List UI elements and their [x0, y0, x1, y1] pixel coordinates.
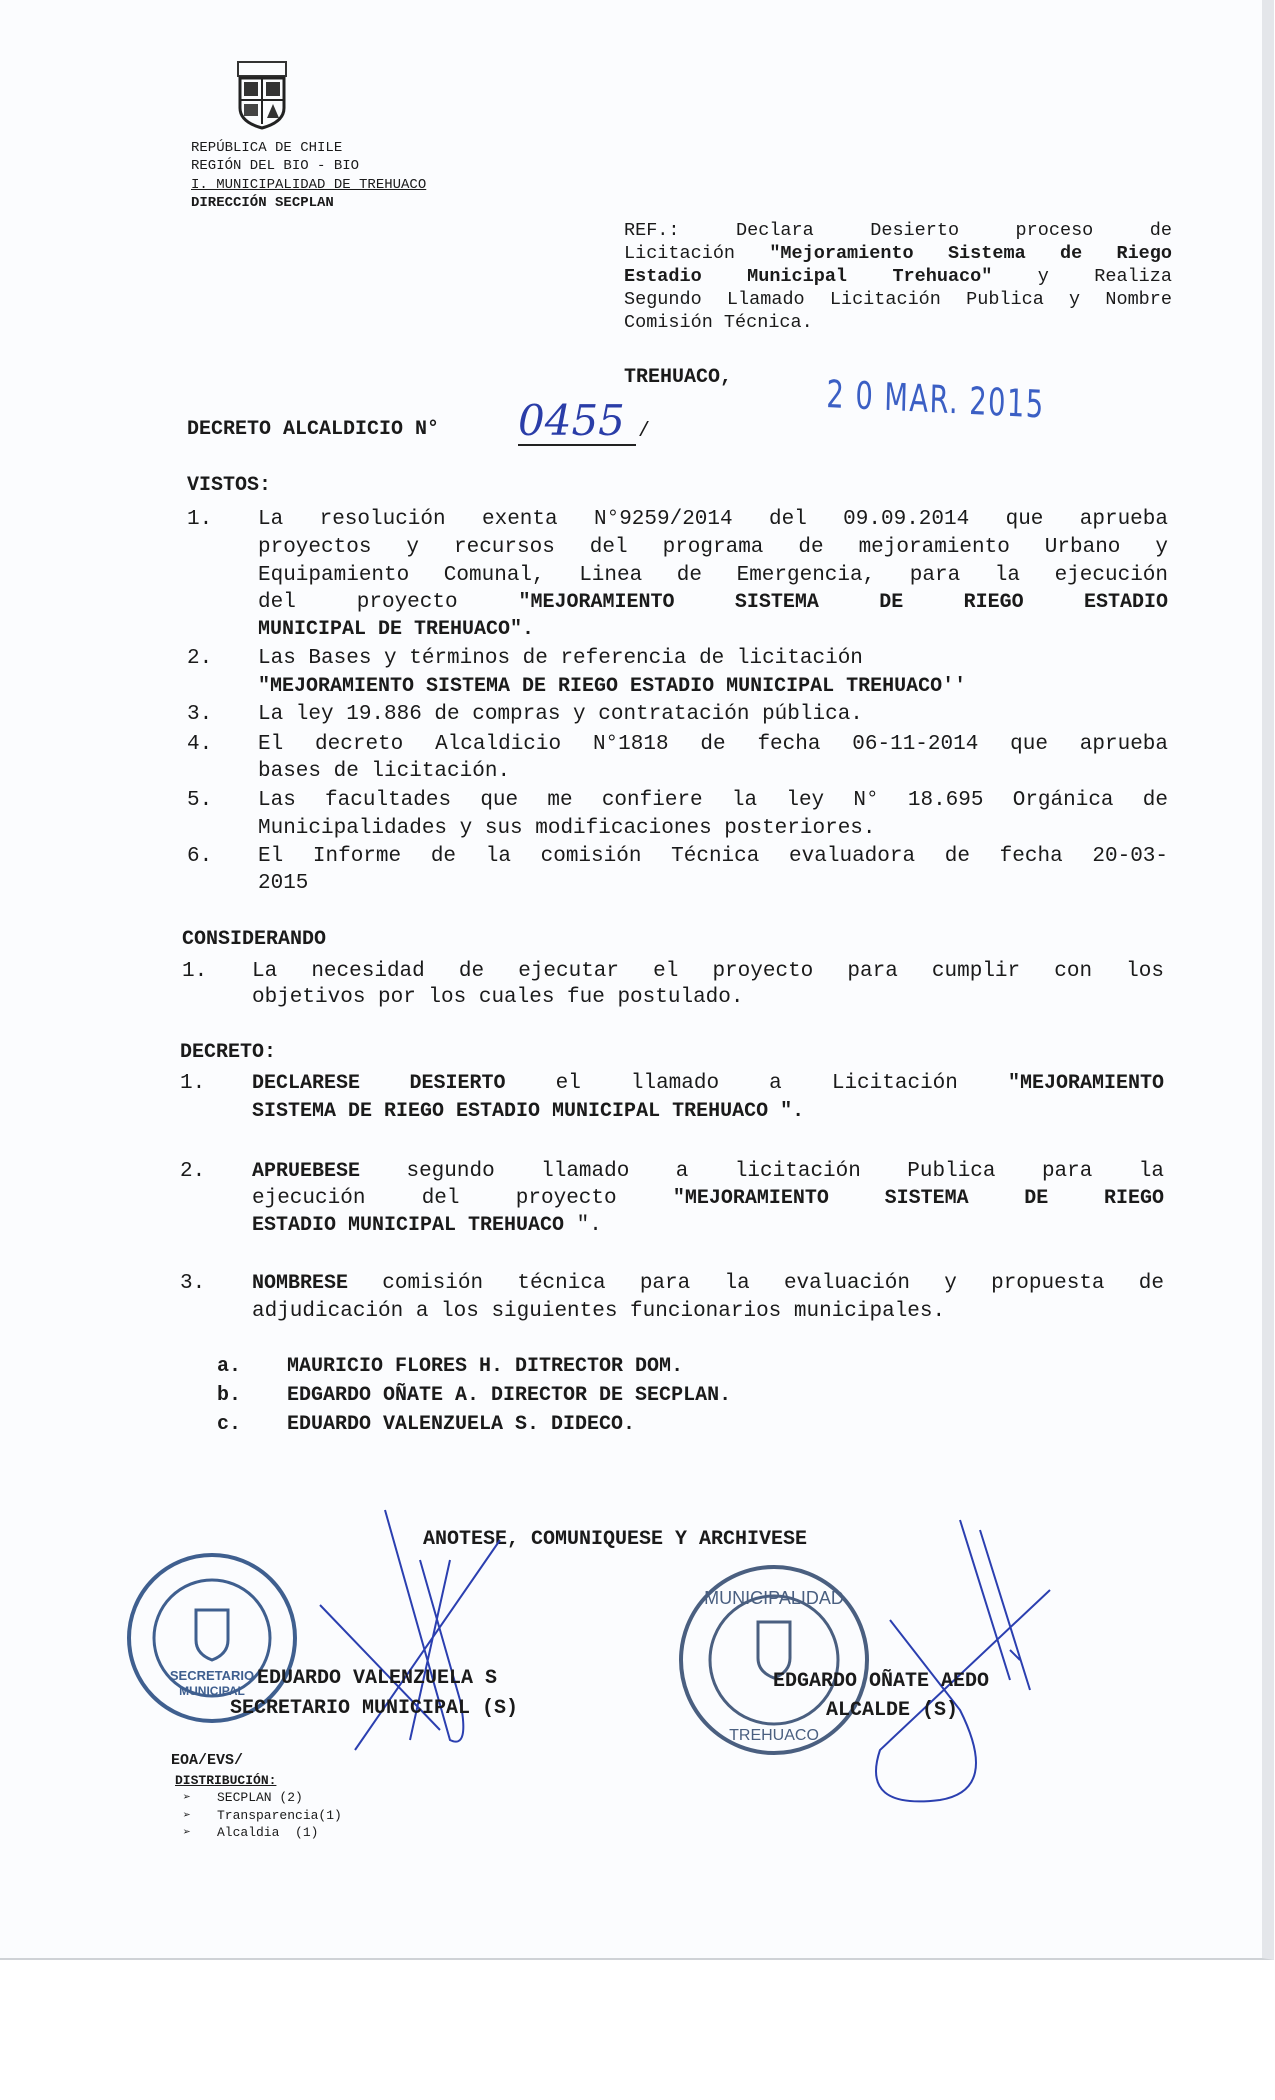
member-letter: b. [217, 1384, 242, 1407]
ref-line: REF.: Declara Desierto proceso de [624, 220, 1172, 241]
text: comisión técnica para la evaluación y propuesta de [348, 1272, 1164, 1295]
secretary-title: SECRETARIO MUNICIPAL (S) [230, 1697, 519, 1720]
commission-member: EDUARDO VALENZUELA S. DIDECO. [287, 1413, 636, 1436]
vistos-line: El Informe de la comisión Técnica evaluadora de fecha 20-03- [258, 845, 1168, 868]
vistos-line: 2015 [258, 872, 309, 895]
ref-line [624, 266, 1172, 287]
commission-member: EDGARDO OÑATE A. DIRECTOR DE SECPLAN. [287, 1384, 732, 1407]
header-municipality: I. MUNICIPALIDAD DE TREHUACO [191, 177, 427, 193]
vistos-line: proyectos y recursos del programa de mejoramiento Urbano y [258, 536, 1168, 559]
ref-project-name: Estadio Municipal Trehuaco" [624, 266, 993, 287]
considerando-line: La necesidad de ejecutar el proyecto para cumplir con los [252, 960, 1164, 983]
arrow-bullet-icon: ➢ [183, 1808, 191, 1823]
vistos-line: La resolución exenta N°9259/2014 del 09.09.2014 que aprueba [258, 508, 1168, 531]
decreto-line [252, 1214, 1164, 1237]
distribution-item: Transparencia(1) [217, 1808, 342, 1823]
decree-number-handwritten: 0455 [518, 398, 636, 446]
project-name: "MEJORAMIENTO SISTEMA DE RIEGO [672, 1187, 1164, 1210]
item-number: 2. [180, 1160, 206, 1183]
text: segundo llamado a licitación Publica para la [360, 1160, 1164, 1183]
vistos-line: Municipalidades y sus modificaciones posteriores. [258, 817, 876, 840]
ref-line: Segundo Llamado Licitación Publica y Nombre [624, 289, 1172, 310]
vistos-line: Equipamiento Comunal, Linea de Emergencia, para la ejecución [258, 564, 1168, 587]
decreto-line [252, 1187, 1164, 1210]
svg-text:SECRETARIO: SECRETARIO [169, 1668, 255, 1683]
mayor-name: EDGARDO OÑATE AEDO [773, 1670, 990, 1693]
decreto-line: adjudicación a los siguientes funcionarios municipales. [252, 1300, 946, 1323]
secretary-signature [300, 1500, 600, 1760]
keyword: DECLARESE DESIERTO [252, 1072, 506, 1095]
decreto-line [252, 1272, 1164, 1295]
item-number: 5. [187, 789, 213, 812]
commission-member: MAURICIO FLORES H. DITRECTOR DOM. [287, 1355, 684, 1378]
text: del proyecto [258, 591, 519, 614]
decreto-line [252, 1072, 1164, 1095]
ref-text: y Realiza [992, 266, 1172, 287]
header-country: REPÚBLICA DE CHILE [191, 140, 343, 156]
closing-formula: ANOTESE, COMUNIQUESE Y ARCHIVESE [423, 1528, 808, 1551]
distribution-item: Alcaldia (1) [217, 1825, 319, 1840]
item-number: 4. [187, 733, 213, 756]
project-name: "MEJORAMIENTO [1007, 1072, 1164, 1095]
initials: EOA/EVS/ [171, 1752, 244, 1769]
ref-text: Licitación [624, 243, 770, 264]
considerando-line: objetivos por los cuales fue postulado. [252, 986, 744, 1009]
item-number: 2. [187, 647, 213, 670]
secretary-name: EDUARDO VALENZUELA S [257, 1667, 498, 1690]
place: TREHUACO, [624, 366, 733, 389]
keyword: APRUEBESE [252, 1160, 361, 1183]
section-vistos-title: VISTOS: [187, 474, 272, 497]
svg-text:TREHUACO: TREHUACO [729, 1727, 819, 1744]
arrow-bullet-icon: ➢ [183, 1825, 191, 1840]
vistos-line [258, 591, 1168, 614]
mayor-signature [820, 1510, 1060, 1810]
item-number: 1. [182, 960, 208, 983]
item-number: 1. [180, 1072, 206, 1095]
vistos-line: Las facultades que me confiere la ley N° 18.695 Orgánica de [258, 789, 1168, 812]
decree-slash: / [638, 420, 651, 443]
ref-line [624, 243, 1172, 264]
section-considerando-title: CONSIDERANDO [182, 928, 327, 951]
decreto-line [252, 1160, 1164, 1183]
item-number: 3. [180, 1272, 206, 1295]
item-number: 1. [187, 508, 213, 531]
text: ". [564, 1214, 602, 1237]
ref-project-name: "Mejoramiento Sistema de Riego [769, 243, 1172, 264]
item-number: 6. [187, 845, 213, 868]
distribution-title: DISTRIBUCIÓN: [175, 1773, 277, 1788]
mayor-title: ALCALDE (S) [826, 1699, 959, 1722]
project-name: "MEJORAMIENTO SISTEMA DE RIEGO ESTADIO [518, 591, 1169, 614]
svg-text:MUNICIPAL: MUNICIPAL [179, 1684, 245, 1698]
project-name: "MEJORAMIENTO SISTEMA DE RIEGO ESTADIO MUNICIPAL TREHUACO'' [258, 675, 967, 698]
distribution-item: SECPLAN (2) [217, 1790, 303, 1805]
keyword: NOMBRESE [252, 1272, 349, 1295]
text: ejecución del proyecto [252, 1187, 673, 1210]
member-letter: c. [217, 1413, 242, 1436]
date-stamp: 2 0 MAR. 2015 [825, 372, 1046, 427]
vistos-line: Las Bases y términos de referencia de licitación [258, 647, 863, 670]
ref-line: Comisión Técnica. [624, 312, 813, 333]
project-name: SISTEMA DE RIEGO ESTADIO MUNICIPAL TREHUACO ". [252, 1100, 805, 1123]
header-department: DIRECCIÓN SECPLAN [191, 195, 334, 211]
project-name: MUNICIPAL DE TREHUACO". [258, 618, 535, 641]
vistos-line: La ley 19.886 de compras y contratación pública. [258, 703, 863, 726]
municipal-crest-logo [232, 60, 292, 130]
vistos-line: El decreto Alcaldicio N°1818 de fecha 06-11-2014 que aprueba [258, 733, 1168, 756]
member-letter: a. [217, 1355, 242, 1378]
project-name: ESTADIO MUNICIPAL TREHUACO [252, 1214, 565, 1237]
text: el llamado a Licitación [505, 1072, 1008, 1095]
header-region: REGIÓN DEL BIO - BIO [191, 158, 360, 174]
svg-text:MUNICIPALIDAD: MUNICIPALIDAD [704, 1588, 844, 1608]
item-number: 3. [187, 703, 213, 726]
arrow-bullet-icon: ➢ [183, 1790, 191, 1805]
vistos-line: bases de licitación. [258, 760, 511, 783]
decree-label: DECRETO ALCALDICIO N° [187, 418, 440, 441]
section-decreto-title: DECRETO: [180, 1041, 277, 1064]
